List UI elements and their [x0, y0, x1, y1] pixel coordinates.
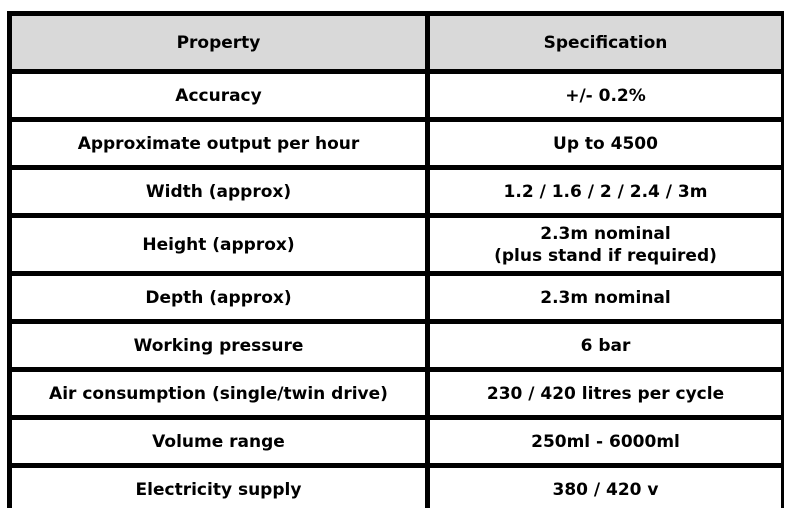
property-working-pressure: Working pressure [12, 324, 425, 367]
property-volume-range: Volume range [12, 420, 425, 463]
spec-working-pressure: 6 bar [430, 324, 781, 367]
header-specification: Specification [430, 16, 781, 69]
spec-accuracy: +/- 0.2% [430, 74, 781, 117]
spec-volume-range: 250ml - 6000ml [430, 420, 781, 463]
property-output-per-hour: Approximate output per hour [12, 122, 425, 165]
spec-table [7, 11, 784, 508]
property-air-consumption: Air consumption (single/twin drive) [12, 372, 425, 415]
spec-air-consumption: 230 / 420 litres per cycle [430, 372, 781, 415]
property-electricity-supply: Electricity supply [12, 468, 425, 511]
property-depth: Depth (approx) [12, 276, 425, 319]
spec-depth: 2.3m nominal [430, 276, 781, 319]
property-height: Height (approx) [12, 218, 425, 271]
header-property: Property [12, 16, 425, 69]
spec-output-per-hour: Up to 4500 [430, 122, 781, 165]
spec-height: 2.3m nominal (plus stand if required) [430, 218, 781, 271]
property-accuracy: Accuracy [12, 74, 425, 117]
spec-electricity-supply: 380 / 420 v [430, 468, 781, 511]
spec-width: 1.2 / 1.6 / 2 / 2.4 / 3m [430, 170, 781, 213]
property-width: Width (approx) [12, 170, 425, 213]
